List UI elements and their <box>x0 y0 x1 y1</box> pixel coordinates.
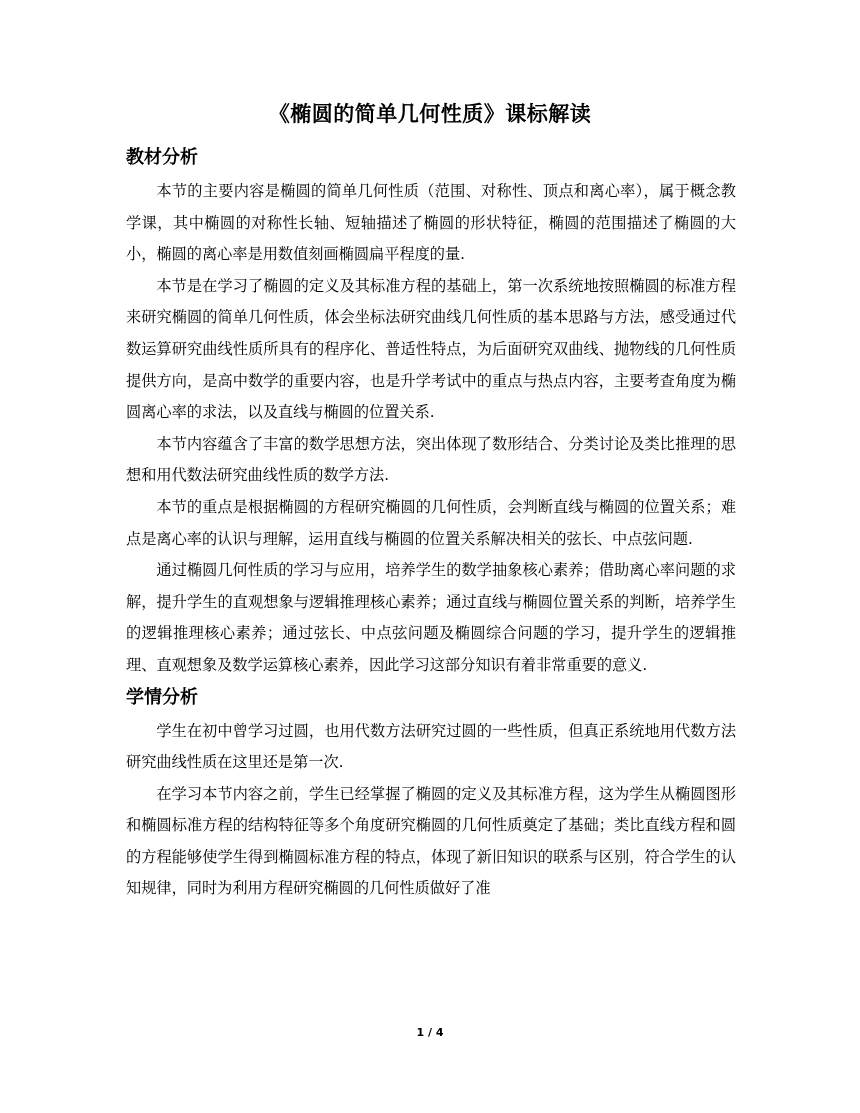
document-body <box>126 142 736 905</box>
paragraph: 本节的重点是根据椭圆的方程研究椭圆的几何性质，会判断直线与椭圆的位置关系；难点是离心率的认识与理解，运用直线与椭圆的位置关系解决相关的弦长、中点弦问题. <box>126 497 736 548</box>
section-heading: 教材分析 <box>126 147 198 168</box>
paragraph: 本节是在学习了椭圆的定义及其标准方程的基础上，第一次系统地按照椭圆的标准方程来研究椭圆的简单几何性质，体会坐标法研究曲线几何性质的基本思路与方法，感受通过代数运算研究曲线性质所具有的程序化、普适性特点，为后面研究双曲线、抛物线的几何性质提供方向，是高中数学的重要内容，也是升学考试中的重点与热点内容，主要考查角度为椭圆离心率的求法，以及直线与椭圆的位置关系. <box>126 276 736 422</box>
section-heading: 学情分析 <box>126 686 198 708</box>
document-title: 《椭圆的简单几何性质》课标解读 <box>268 102 592 126</box>
paragraph: 本节的主要内容是椭圆的简单几何性质（范围、对称性、顶点和离心率），属于概念教学课，其中椭圆的对称性长轴、短轴描述了椭圆的形状特征，椭圆的范围描述了椭圆的大小，椭圆的离心率是用数值刻画椭圆扁平程度的量. <box>126 182 736 264</box>
paragraph: 学生在初中曾学习过圆，也用代数方法研究过圆的一些性质，但真正系统地用代数方法研究曲线性质在这里还是第一次. <box>126 721 736 772</box>
section-student-analysis <box>126 682 736 906</box>
paragraph: 通过椭圆几何性质的学习与应用，培养学生的数学抽象核心素养；借助离心率问题的求解，提升学生的直观想象与逻辑推理核心素养；通过直线与椭圆位置关系的判断，培养学生的逻辑推理核心素养；通过弦长、中点弦问题及椭圆综合问题的学习，提升学生的逻辑推理、直观想象及数学运算核心素养，因此学习这部分知识有着非常重要的意义. <box>126 561 736 674</box>
section-textbook-analysis <box>126 142 736 682</box>
paragraph: 在学习本节内容之前，学生已经掌握了椭圆的定义及其标准方程，这为学生从椭圆图形和椭圆标准方程的结构特征等多个角度研究椭圆的几何性质奠定了基础；类比直线方程和圆的方程能够使学生得到椭圆标准方程的特点，体现了新旧知识的联系与区别，符合学生的认知规律，同时为利用方程研究椭圆的几何性质做好了准 <box>126 784 736 898</box>
paragraph: 本节内容蕴含了丰富的数学思想方法，突出体现了数形结合、分类讨论及类比推理的思想和用代数法研究曲线性质的数学方法. <box>126 434 736 485</box>
page-number: 1 / 4 <box>416 1026 444 1039</box>
